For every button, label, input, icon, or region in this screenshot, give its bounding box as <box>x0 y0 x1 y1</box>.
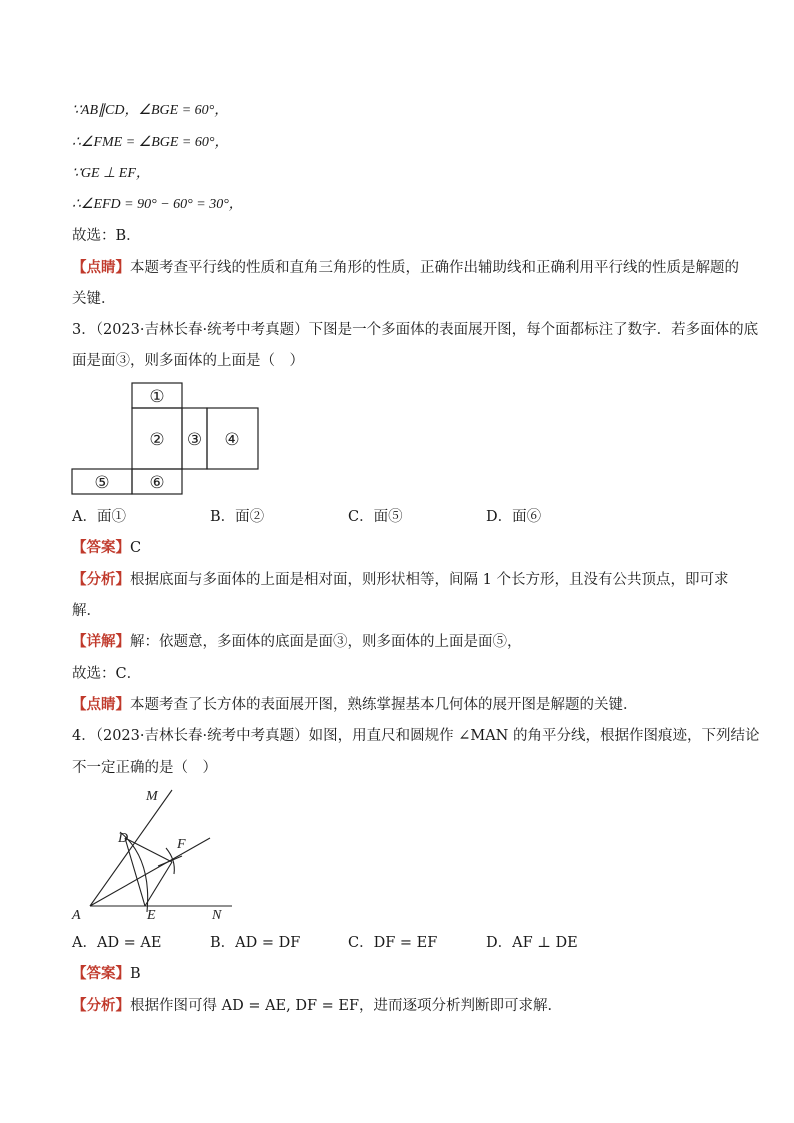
q3-option-c: C．面⑤ <box>348 509 403 525</box>
q4-options <box>72 933 578 953</box>
label-a: A <box>72 908 81 922</box>
net-label-6: ⑥ <box>149 473 165 492</box>
q4-stem-2: 不一定正确的是（ ） <box>72 760 217 776</box>
q3-option-d: D．面⑥ <box>486 509 542 525</box>
q2-comment <box>72 258 739 278</box>
net-label-1: ① <box>149 387 165 406</box>
label-e: E <box>147 908 156 922</box>
proof-line-4: ∴∠EFD = 90° − 60° = 30°， <box>72 197 243 212</box>
q4-option-d: D．AF ⊥ DE <box>486 935 578 951</box>
q3-option-a: A．面① <box>72 509 126 525</box>
label-f: F <box>177 837 186 852</box>
angle-bisector-figure <box>68 782 248 922</box>
q4-analysis-text: 根据作图可得 AD = AE, DF = EF，进而逐项分析判断即可求解． <box>130 998 563 1014</box>
q3-analysis-cont: 解． <box>72 603 101 619</box>
net-label-4: ④ <box>224 430 240 449</box>
q3-comment <box>72 695 638 715</box>
comment-tag: 【点睛】 <box>72 259 130 276</box>
q4-answer-value: B <box>130 966 141 982</box>
q3-answer-value: C <box>130 540 142 556</box>
proof-line-2: ∴∠FME = ∠BGE = 60°， <box>72 135 229 150</box>
proof-line-3: ∵GE ⊥ EF， <box>72 166 150 181</box>
segment-df <box>125 838 172 862</box>
q3-detail <box>72 632 522 652</box>
q3-option-b: B．面② <box>210 509 265 525</box>
q2-comment-cont: 关键． <box>72 291 116 307</box>
q3-analysis-text: 根据底面与多面体的上面是相对面，则形状相等，间隔 1 个长方形，且没有公共顶点，即可求 <box>130 572 729 588</box>
q4-stem-1: 4．（2023·吉林长春·统考中考真题）如图，用直尺和圆规作 ∠MAN 的角平分线，根据作图痕迹，下列结论 <box>72 728 760 744</box>
q4-option-a: A．AD = AE <box>72 935 162 951</box>
net-label-5: ⑤ <box>94 473 110 492</box>
q4-analysis <box>72 996 562 1016</box>
q3-stem-1: 3．（2023·吉林长春·统考中考真题）下图是一个多面体的表面展开图，每个面都标注了数字．若多面体的底 <box>72 322 759 338</box>
answer-tag: 【答案】 <box>72 965 130 982</box>
q2-choice: 故选：B． <box>72 228 141 244</box>
answer-tag: 【答案】 <box>72 539 130 556</box>
q3-analysis <box>72 570 728 590</box>
label-m: M <box>146 789 158 804</box>
q3-stem-2: 面是面③，则多面体的上面是（ ） <box>72 353 304 369</box>
q3-choice: 故选：C． <box>72 666 142 682</box>
net-label-2: ② <box>149 430 165 449</box>
analysis-tag: 【分析】 <box>72 571 130 588</box>
q3-comment-text: 本题考查了长方体的表面展开图，熟练掌握基本几何体的展开图是解题的关键． <box>130 697 638 713</box>
segment-ef <box>145 862 172 906</box>
ray-am <box>90 790 172 906</box>
q3-options <box>72 507 541 527</box>
q2-comment-text: 本题考查平行线的性质和直角三角形的性质，正确作出辅助线和正确利用平行线的性质是解题的 <box>130 260 739 276</box>
net-figure <box>70 381 270 501</box>
q4-answer <box>72 964 141 984</box>
ray-af <box>90 838 210 906</box>
label-n: N <box>212 908 222 922</box>
detail-tag: 【详解】 <box>72 633 130 650</box>
net-label-3: ③ <box>186 430 203 449</box>
q3-detail-text: 解：依题意，多面体的底面是面③，则多面体的上面是面⑤， <box>130 634 522 650</box>
q3-answer <box>72 538 141 558</box>
proof-line-1: ∵AB∥CD，∠BGE = 60°， <box>72 103 229 118</box>
analysis-tag: 【分析】 <box>72 997 130 1014</box>
q4-option-c: C．DF = EF <box>348 935 438 951</box>
comment-tag: 【点睛】 <box>72 696 130 713</box>
q4-option-b: B．AD = DF <box>210 935 301 951</box>
label-d: D <box>118 831 129 846</box>
